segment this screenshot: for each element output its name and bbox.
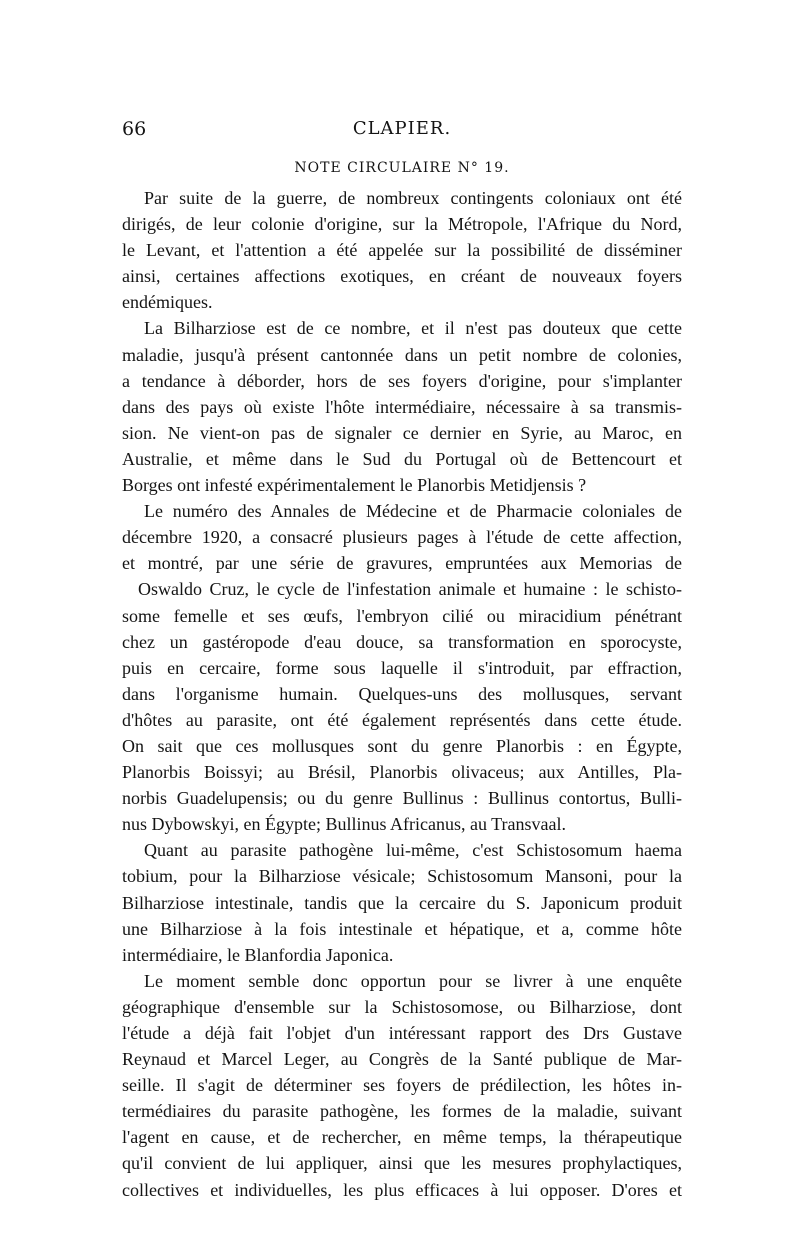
text-line: intermédiaire, le Blanfordia Japonica. <box>122 944 394 965</box>
text-line: Le numéro des Annales de Médecine et de Pharmacie coloniales de <box>144 501 682 522</box>
text-line: puis en cercaire, forme sous laquelle il s'introduit, par effraction, <box>122 657 682 678</box>
note-title: NOTE CIRCULAIRE N° 19. <box>294 160 510 176</box>
text-line: maladie, jusqu'à présent cantonnée dans un petit nombre de colonies, <box>122 344 682 365</box>
text-line: dans l'organisme humain. Quelques-uns des mollusques, servant <box>122 683 682 704</box>
text-line: tobium, pour la Bilharziose vésicale; Schistosomum Mansoni, pour la <box>122 866 682 887</box>
text-line: La Bilharziose est de ce nombre, et il n'est pas douteux que cette <box>144 318 682 339</box>
text-line: l'agent en cause, et de rechercher, en même temps, la thérapeutique <box>122 1127 682 1148</box>
text-line: Planorbis Boissyi; au Brésil, Planorbis olivaceus; aux Antilles, Pla- <box>122 762 682 783</box>
text-line: nus Dybowskyi, en Égypte; Bullinus Africanus, au Transvaal. <box>122 814 566 835</box>
text-line: chez un gastéropode d'eau douce, sa transformation en sporocyste, <box>122 631 682 652</box>
text-line: Par suite de la guerre, de nombreux contingents coloniaux ont été <box>144 188 682 208</box>
text-line: Quant au parasite pathogène lui-même, c'est Schistosomum haema <box>144 840 682 861</box>
text-line: et montré, par une série de gravures, empruntées aux Memorias de <box>122 553 682 574</box>
text-line: Oswaldo Cruz, le cycle de l'infestation animale et humaine : le schisto- <box>138 579 682 600</box>
page-number: 66 <box>122 118 147 140</box>
text-line: une Bilharziose à la fois intestinale et hépatique, et a, comme hôte <box>122 918 682 939</box>
text-line: dirigés, de leur colonie d'origine, sur la Métropole, l'Afrique du Nord, <box>122 214 682 235</box>
text-line: l'étude a déjà fait l'objet d'un intéressant rapport des Drs Gustave <box>122 1023 682 1043</box>
text-line: collectives et individuelles, les plus efficaces à lui opposer. D'ores et <box>122 1179 682 1200</box>
text-line: d'hôtes au parasite, ont été également représentés dans cette étude. <box>122 709 682 730</box>
text-line: Bilharziose intestinale, tandis que la cercaire du S. Japonicum produit <box>122 892 682 913</box>
body-text <box>122 185 682 1203</box>
text-line: Borges ont infesté expérimentalement le Planorbis Metidjensis ? <box>122 475 587 496</box>
text-line: décembre 1920, a consacré plusieurs pages à l'étude de cette affection, <box>122 527 682 548</box>
text-line: a tendance à déborder, hors de ses foyers d'origine, pour s'implanter <box>122 370 682 391</box>
text-line: Australie, et même dans le Sud du Portugal où de Bettencourt et <box>122 448 682 469</box>
text-line: termédiaires du parasite pathogène, les formes de la maladie, suivant <box>122 1101 682 1122</box>
text-line: norbis Guadelupensis; ou du genre Bullinus : Bullinus contortus, Bulli- <box>122 788 682 809</box>
text-line: ainsi, certaines affections exotiques, en créant de nouveaux foyers <box>122 266 682 287</box>
text-line: dans des pays où existe l'hôte intermédiaire, nécessaire à sa transmis- <box>122 396 682 417</box>
text-line: géographique d'ensemble sur la Schistosomose, ou Bilharziose, dont <box>122 996 682 1017</box>
text-line: some femelle et ses œufs, l'embryon cilié ou miracidium pénétrant <box>122 605 682 626</box>
text-line: le Levant, et l'attention a été appelée sur la possibilité de disséminer <box>122 240 682 261</box>
text-line: seille. Il s'agit de déterminer ses foyers de prédilection, les hôtes in- <box>122 1075 682 1096</box>
text-line: sion. Ne vient-on pas de signaler ce dernier en Syrie, au Maroc, en <box>122 422 682 443</box>
text-line: Le moment semble donc opportun pour se livrer à une enquête <box>144 970 682 991</box>
text-line: qu'il convient de lui appliquer, ainsi que les mesures prophylactiques, <box>122 1153 682 1174</box>
page-header <box>122 118 682 146</box>
text-line: Reynaud et Marcel Leger, au Congrès de la Santé publique de Mar- <box>122 1049 682 1070</box>
text-line: endémiques. <box>122 292 213 313</box>
running-head: CLAPIER. <box>352 118 452 139</box>
text-line: On sait que ces mollusques sont du genre Planorbis : en Égypte, <box>122 735 682 756</box>
